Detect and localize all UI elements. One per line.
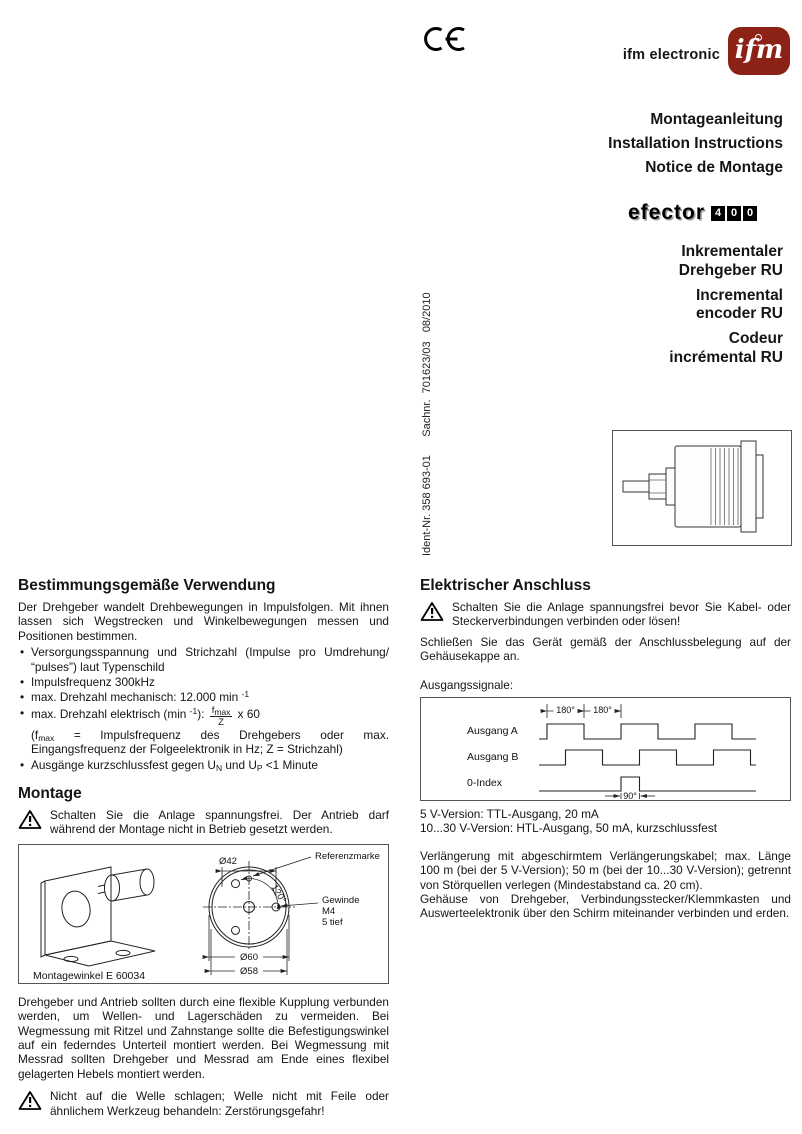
warning-text: Schalten Sie die Anlage spannungsfrei. Der Antrieb darf während der Montage nicht in Betrieb gesetzt werden. [50, 808, 389, 837]
section-title-verwendung: Bestimmungsgemäße Verwendung [18, 577, 276, 594]
label-d58: Ø58 [240, 965, 258, 977]
ifm-logo [728, 27, 790, 75]
efector-logo [628, 201, 757, 225]
left-column [18, 577, 389, 1124]
efector-digit: 0 [727, 206, 741, 221]
product-titles [669, 243, 783, 374]
mounting-figure [18, 844, 389, 984]
brand-header [623, 27, 790, 75]
label-d42: Ø42 [219, 855, 237, 867]
label-180deg-1: 180° [556, 705, 575, 716]
warning-icon [420, 600, 445, 627]
figure-caption: Montagewinkel E 60034 [33, 969, 146, 982]
product-title-fr [669, 330, 783, 367]
doc-title-de: Montageanleitung [650, 111, 783, 128]
spec-list [18, 645, 389, 772]
list-item: • Impulsfrequenz 300kHz [18, 675, 389, 689]
label-gewinde-2: M4 [322, 905, 336, 917]
list-item: • max. Drehzahl mechanisch: 12.000 min $^{-1}$ [18, 690, 389, 704]
efector-digit: 0 [743, 206, 757, 221]
list-item: • Versorgungsspannung und Strichzahl (Impulse pro Umdrehung/ “pulses”) laut Typenschild [18, 645, 389, 674]
label-gewinde-3: 5 tief [322, 916, 343, 928]
ident-number-vertical: Ident-Nr. 358 693-01 Sachnr. 701623/03 08/2010 [421, 292, 433, 556]
document-titles [608, 108, 783, 180]
product-title-line: Codeur [728, 330, 783, 347]
product-title-line: incrémental RU [669, 348, 783, 366]
warning-text: Nicht auf die Welle schlagen; Welle nicht mit Feile oder ähnlichem Werkzeug behandeln: Zerstörungsgefahr! [50, 1089, 389, 1118]
encoder-drawing [613, 431, 791, 545]
warning-shaft [18, 1089, 389, 1118]
doc-title-en: Installation Instructions [608, 135, 783, 152]
label-0-index: 0-Index [467, 777, 503, 790]
mounting-drawing [19, 845, 387, 983]
warning-electrical [420, 600, 791, 629]
label-180deg-2: 180° [593, 705, 612, 716]
version-specs [420, 807, 791, 836]
warning-icon [18, 808, 43, 835]
label-ausgang-a: Ausgang A [467, 725, 518, 738]
product-title-line: Drehgeber RU [678, 261, 783, 279]
ifm-logo-text: ifm [734, 34, 784, 65]
list-item: • max. Drehzahl elektrisch (min $^{-1}$): $\frac{f_{max}}{Z}$ x 60 ($f_{max}$ = Impulsfrequenz des Drehgebers oder max. Eingangsfrequenz der Folgeelektronik in Hz; Z = Strichzahl) [18, 706, 389, 757]
version-10-30v: 10...30 V-Version: HTL-Ausgang, 50 mA, kurzschlussfest [420, 821, 718, 836]
timing-diagram [421, 698, 790, 800]
intro-paragraph: Der Drehgeber wandelt Drehbewegungen in Impulsfolgen. Mit ihnen lassen sich Wegstrecken und Winkelbewegungen messen und Positionen bestimmen. [18, 600, 389, 643]
grounding-paragraph: Gehäuse von Drehgeber, Verbindungsstecker/Klemmkasten und Auswerteelektronik über den Schirm miteinander verbinden und erden. [420, 892, 791, 921]
efector-digit: 4 [711, 206, 725, 221]
warning-text: Schalten Sie die Anlage spannungsfrei bevor Sie Kabel- oder Steckerverbindungen verbinden oder lösen! [452, 600, 791, 629]
encoder-product-figure [612, 430, 792, 546]
connect-paragraph: Schließen Sie das Gerät gemäß der Anschlussbelegung auf der Gehäusekappe an. [420, 634, 791, 664]
version-5v: 5 V-Version: TTL-Ausgang, 20 mA [420, 807, 599, 822]
formula-fraction: $\frac{f_{max}}{Z}$ [211, 704, 231, 728]
efector-logo-text: efector [627, 201, 705, 224]
signals-label: Ausgangssignale: [420, 677, 514, 692]
warning-montage [18, 808, 389, 837]
label-referenzmarke: Referenzmarke [315, 850, 380, 862]
extension-paragraph: Verlängerung mit abgeschirmtem Verlängerungskabel; max. Länge 100 m (bei der 5 V-Version); 50 m (bei der 10...30 V-Version); getrennt von Störquellen verlegen (Mindestabstand ca. 20 cm). [420, 848, 791, 892]
output-signals-figure [420, 697, 791, 801]
coupling-paragraph: Drehgeber und Antrieb sollten durch eine flexible Kupplung verbunden werden, um Wellen- und Lagerschäden zu vermeiden. Bei Wegmessung mit Ritzel und Zahnstange sollte die Befestigungswinkel auf ein federndes Unterteil montiert werden. Bei Wegmessung mit Messrad sollten Drehgeber und Messrad am Ende eines flexibel gelagerten Hebels montiert werden. [18, 994, 389, 1081]
formula-note: ($f_{max}$ = Impulsfrequenz des Drehgebers oder max. Eingangsfrequenz der Folgeelektronik in Hz; Z = Strichzahl) [31, 727, 389, 757]
doc-title-fr: Notice de Montage [645, 159, 783, 176]
label-ausgang-b: Ausgang B [467, 751, 519, 764]
brand-name: ifm electronic [622, 47, 720, 63]
product-title-line: Incremental [695, 286, 783, 304]
product-title-en [669, 287, 783, 324]
right-column [420, 577, 791, 921]
product-title-de [669, 243, 783, 280]
list-item: • Ausgänge kurzschlussfest gegen $U_N$ und $U_P <1$ Minute [18, 758, 389, 772]
product-title-line: encoder RU [696, 305, 783, 322]
warning-icon [18, 1089, 43, 1116]
label-90deg: 90° [623, 791, 637, 801]
label-gewinde-1: Gewinde [322, 894, 360, 906]
label-d60: Ø60 [240, 951, 258, 963]
section-title-anschluss: Elektrischer Anschluss [420, 577, 591, 594]
ifm-logo-ring-icon [755, 34, 762, 41]
label-angle-120: 120° [268, 882, 289, 906]
ce-mark-icon [420, 24, 466, 59]
section-title-montage: Montage [18, 785, 82, 802]
product-title-line: Inkrementaler [681, 243, 783, 260]
